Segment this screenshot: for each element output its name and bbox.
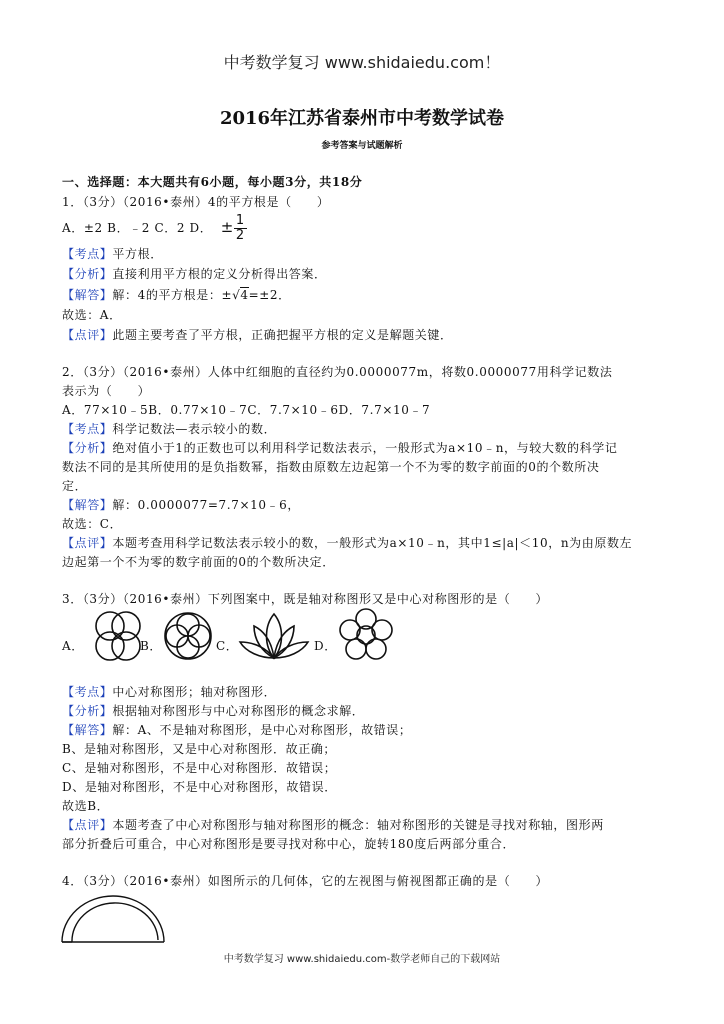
q2-fenxi-line3: 定． xyxy=(62,479,88,493)
jieda-result: =±2． xyxy=(248,288,291,302)
q1-kaodian xyxy=(62,246,163,262)
fraction-numerator: 1 xyxy=(235,213,245,228)
q2-stem-line1: 2．（3分）（2016•泰州）人体中红细胞的直径约为0.0000077m，将数0.0000077用科学记数法 xyxy=(62,365,613,379)
q2-fenxi-line1 xyxy=(62,440,617,456)
q3-dianping-line2: 部分折叠后可重合，中心对称图形是要寻找对称中心，旋转180度后两部分重合． xyxy=(62,837,516,851)
page-title: 2016年江苏省泰州市中考数学试卷 xyxy=(219,108,505,129)
sqrt-radicand: 4 xyxy=(240,288,249,302)
fenxi-tag: 【分析】 xyxy=(62,704,113,718)
jieda-text: 解：4的平方根是：± xyxy=(112,288,233,302)
q1-option-d-fraction xyxy=(234,214,247,243)
q3-figure-a xyxy=(86,608,150,664)
section-heading: 一、选择题：本大题共有6小题，每小题3分，共18分 xyxy=(62,175,363,189)
q2-jieda xyxy=(62,497,300,513)
jieda-text: 解：A、不是轴对称图形，是中心对称图形，故错误； xyxy=(112,723,412,737)
fenxi-text: 直接利用平方根的定义分析得出答案． xyxy=(112,267,327,281)
q2-fenxi-line2: 数法不同的是其所使用的是负指数幂，指数由原数左边起第一个不为零的数字前面的0的个数所决 xyxy=(62,460,600,474)
page-subtitle: 参考答案与试题解析 xyxy=(321,141,403,151)
q3-jieda-c: C、是轴对称图形，不是中心对称图形．故错误； xyxy=(62,761,337,775)
q4-stem: 4．（3分）（2016•泰州）如图所示的几何体，它的左视图与俯视图都正确的是（ ） xyxy=(62,874,549,888)
dianping-text: 本题考查了中心对称图形与轴对称图形的概念：轴对称图形的关键是寻找对称轴，图形两 xyxy=(112,818,604,832)
q1-options-text: A．±2 B．﹣2 C．2 D． xyxy=(62,221,213,235)
q1-answer: 故选：A． xyxy=(62,308,122,322)
q2-dianping-line1 xyxy=(62,535,632,551)
q1-jieda xyxy=(62,287,291,303)
q3-jieda-d: D、是轴对称图形，不是中心对称图形，故错误． xyxy=(62,780,337,794)
q3-figure-d xyxy=(336,606,396,666)
q3-option-c-label: C． xyxy=(216,639,239,653)
kaodian-tag: 【考点】 xyxy=(62,247,113,261)
kaodian-tag: 【考点】 xyxy=(62,422,113,436)
q3-option-a-label: A． xyxy=(62,639,84,653)
jieda-text: 解：0.0000077=7.7×10﹣6， xyxy=(112,498,300,512)
page-footer: 中考数学复习 www.shidaiedu.com-数学老师自己的下载网站 xyxy=(223,954,501,965)
fenxi-tag: 【分析】 xyxy=(62,441,113,455)
q1-fenxi xyxy=(62,266,327,282)
fenxi-text: 根据轴对称图形与中心对称图形的概念求解． xyxy=(112,704,365,718)
dianping-text: 本题考查用科学记数法表示较小的数，一般形式为a×10﹣n，其中1≤|a|＜10，n为由原数左 xyxy=(112,536,633,550)
jieda-tag: 【解答】 xyxy=(62,723,113,737)
fenxi-tag: 【分析】 xyxy=(62,267,113,281)
q3-jieda xyxy=(62,722,411,738)
dianping-tag: 【点评】 xyxy=(62,328,113,342)
q2-dianping-line2: 边起第一个不为零的数字前面的0的个数所决定． xyxy=(62,555,335,569)
q2-kaodian xyxy=(62,421,276,437)
fenxi-text: 绝对值小于1的正数也可以利用科学记数法表示，一般形式为a×10﹣n，与较大数的科学记 xyxy=(112,441,618,455)
q3-option-d-label: D． xyxy=(314,639,337,653)
q4-figure-solid xyxy=(58,894,168,944)
jieda-tag: 【解答】 xyxy=(62,498,113,512)
q3-jieda-b: B、是轴对称图形，又是中心对称图形．故正确； xyxy=(62,742,337,756)
kaodian-text: 科学记数法—表示较小的数． xyxy=(112,422,277,436)
kaodian-tag: 【考点】 xyxy=(62,685,113,699)
q3-kaodian xyxy=(62,684,276,700)
jieda-tag: 【解答】 xyxy=(62,288,113,302)
q3-fenxi xyxy=(62,703,364,719)
sqrt-symbol: √ xyxy=(232,288,241,302)
q2-stem-line2: 表示为（ ） xyxy=(62,384,151,398)
kaodian-text: 中心对称图形；轴对称图形． xyxy=(112,685,277,699)
dianping-text: 此题主要考查了平方根，正确把握平方根的定义是解题关键． xyxy=(112,328,453,342)
q1-stem: 1．（3分）（2016•泰州）4的平方根是（ ） xyxy=(62,195,330,209)
dianping-tag: 【点评】 xyxy=(62,536,113,550)
q3-answer: 故选B． xyxy=(62,799,110,813)
q3-figure-c xyxy=(236,610,312,662)
page-header: 中考数学复习 www.shidaiedu.com！ xyxy=(223,53,501,72)
q2-answer: 故选：C． xyxy=(62,517,123,531)
q3-stem: 3．（3分）（2016•泰州）下列图案中，既是轴对称图形又是中心对称图形的是（ ） xyxy=(62,592,549,606)
q1-option-d-pm: ± xyxy=(220,218,234,236)
kaodian-text: 平方根． xyxy=(112,247,163,261)
q2-options: A．77×10﹣5B．0.77×10﹣7C．7.7×10﹣6D．7.7×10﹣7 xyxy=(62,403,431,417)
q1-dianping xyxy=(62,327,453,343)
q3-option-b-label: B． xyxy=(140,639,163,653)
q3-dianping-line1 xyxy=(62,817,604,833)
q1-options xyxy=(62,214,247,243)
fraction-denominator: 2 xyxy=(235,228,245,243)
q3-figure-b xyxy=(158,608,218,664)
dianping-tag: 【点评】 xyxy=(62,818,113,832)
